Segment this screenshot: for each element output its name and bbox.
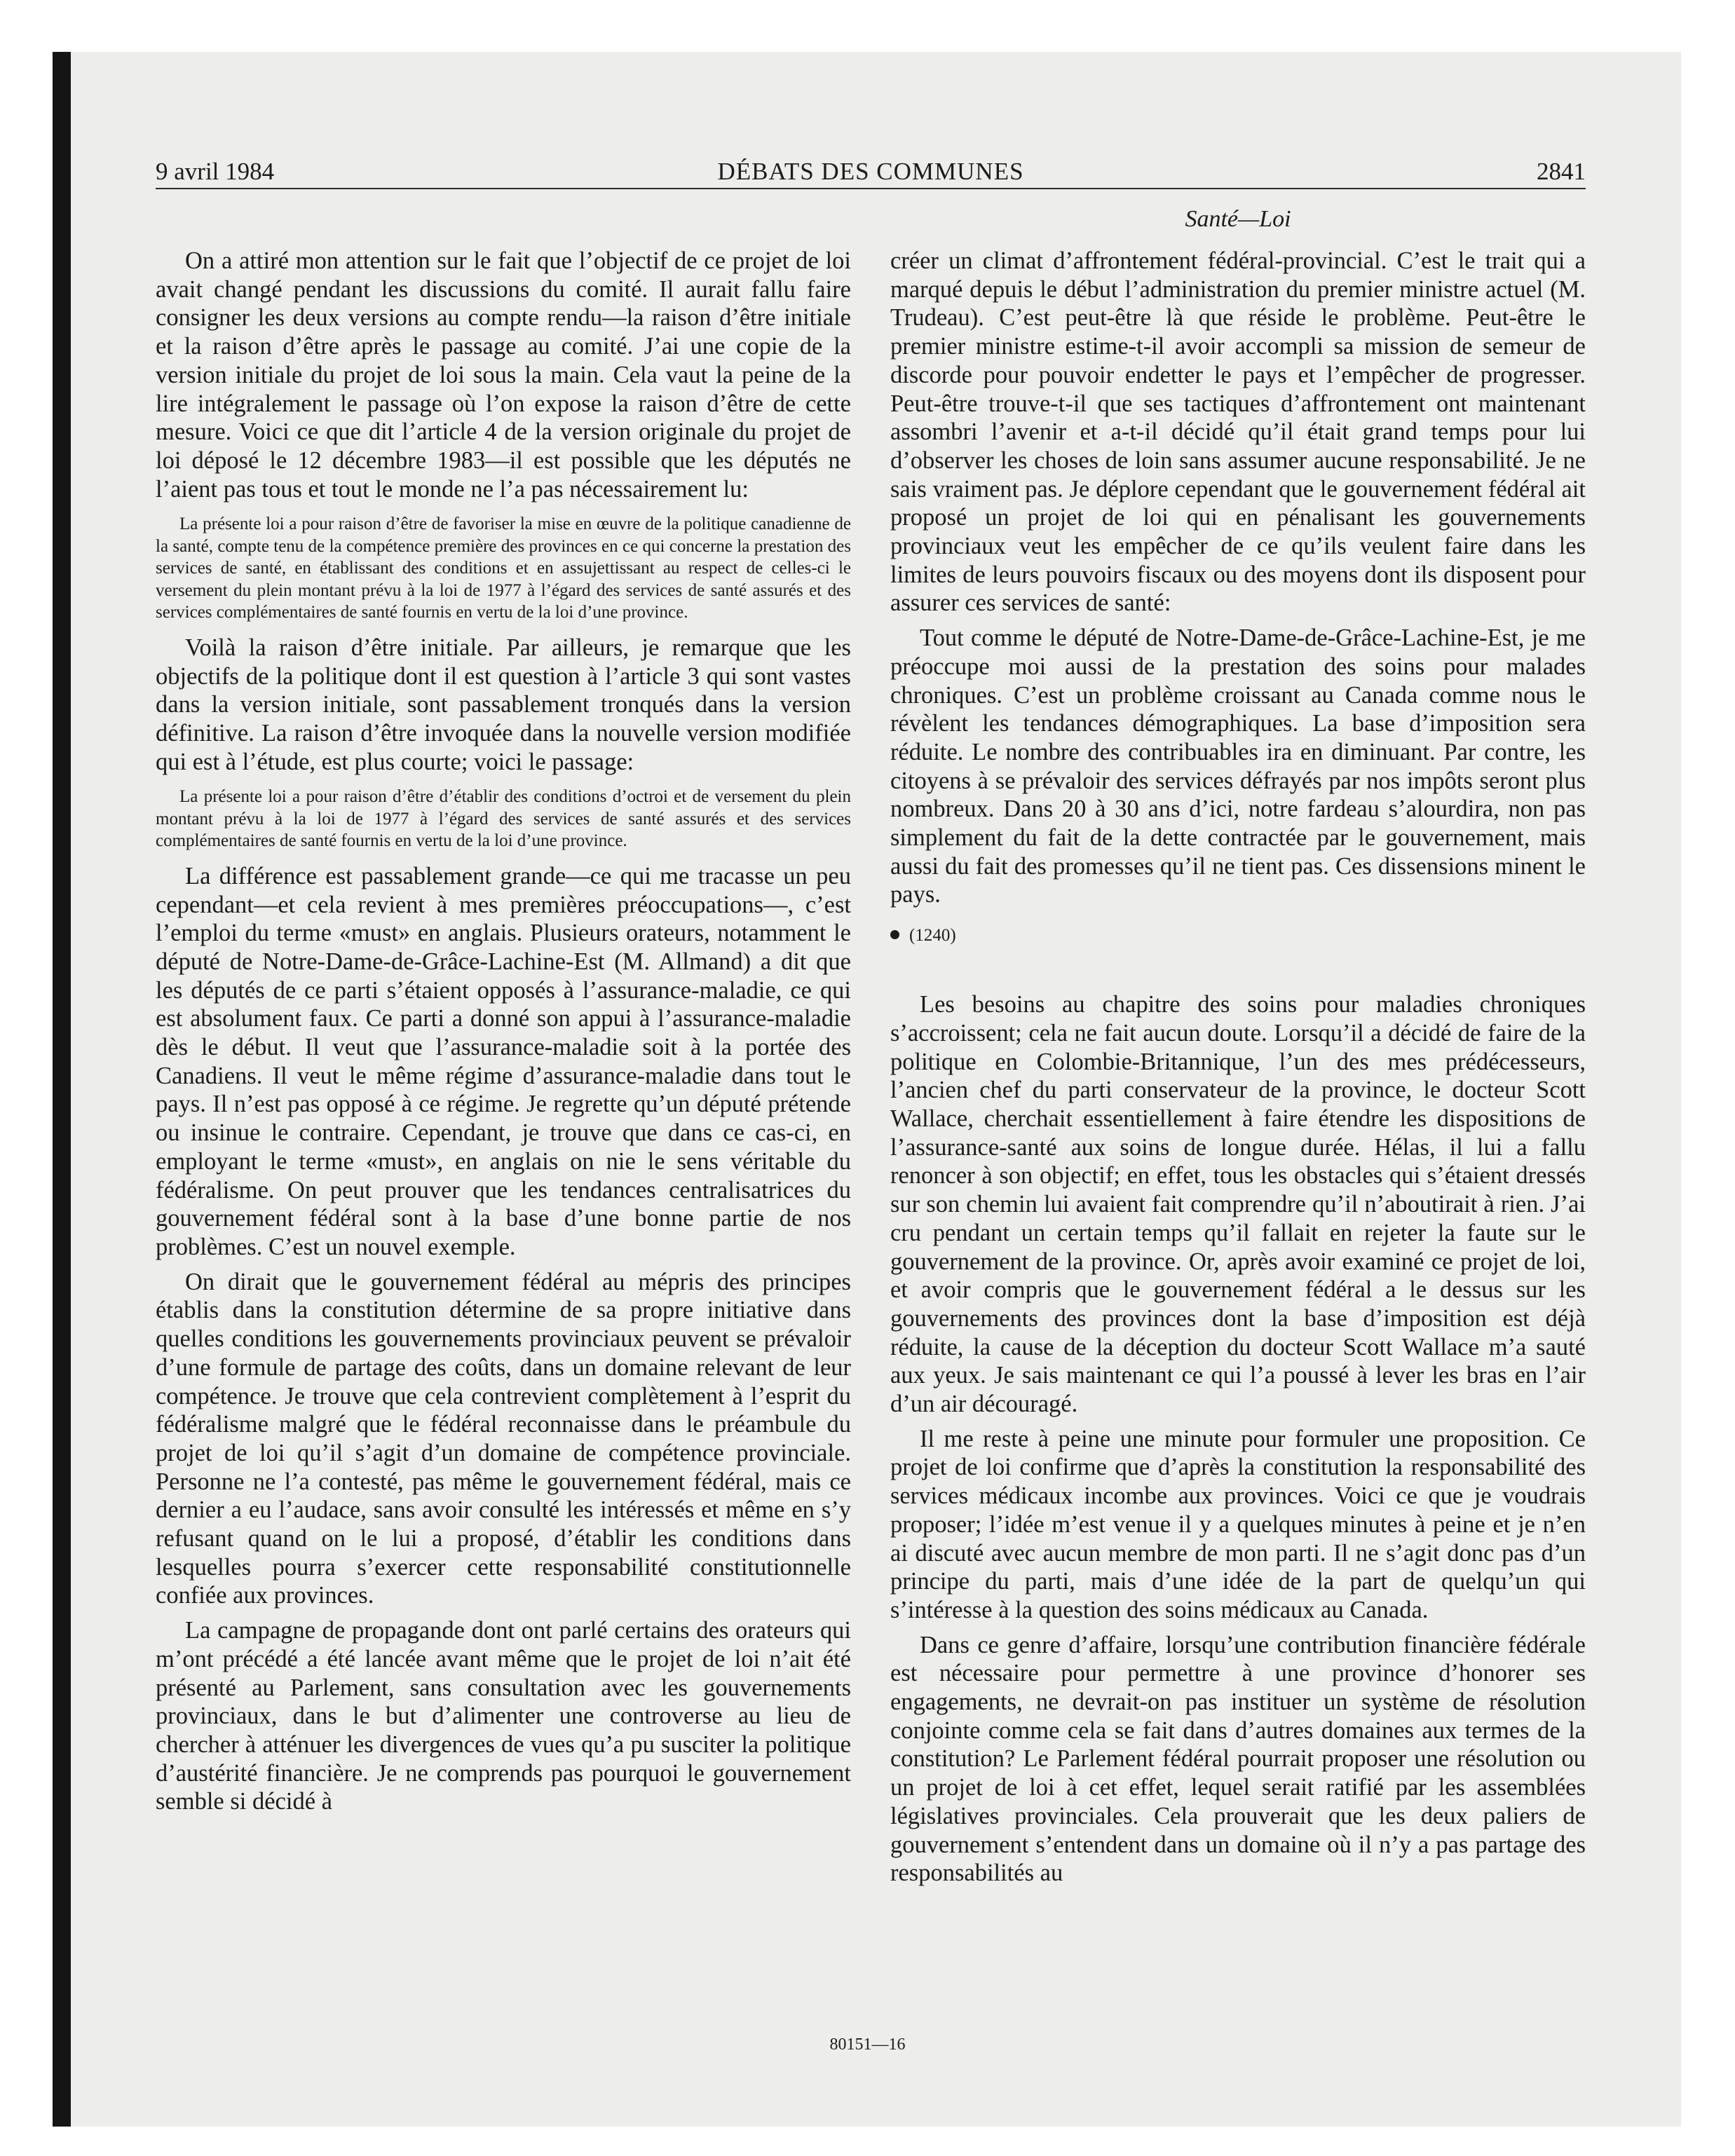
paragraph: La campagne de propagande dont ont parlé certains des orateurs qui m’ont précédé a été lancée avant même que le projet de loi n’ait été présenté au Parlement, sans consultation avec les gouvernements provinciaux, dans le but d’alimenter une controverse au lieu de chercher à atténuer les divergences de vues qu’a pu susciter la politique d’austérité financière. Je ne comprends pas pourquoi le gouvernement semble si décidé à (156, 1617, 851, 1815)
paragraph: créer un climat d’affrontement fédéral-provincial. C’est le trait qui a marqué depuis le début l’administration du premier ministre actuel (M. Trudeau). C’est peut-être là que réside le problème. Peut-être le premier ministre estime-t-il avoir accompli sa mission de semeur de discorde pour pouvoir endetter le pays et l’empêcher de progresser. Peut-être trouve-t-il que ses tactiques d’affrontement ont maintenant assombri l’avenir et a-t-il décidé qu’il était grand temps pour lui d’observer les choses de loin sans assumer aucune responsabilité. Je ne sais vraiment pas. Je déplore cependant que le gouvernement fédéral ait proposé un projet de loi qui en pénalisant les gouvernements provinciaux veut les empêcher de ce qu’ils veulent faire dans les limites de leurs pouvoirs fiscaux ou des moyens dont ils disposent pour assurer ces services de santé: (890, 247, 1586, 617)
header-title: DÉBATS DES COMMUNES (717, 158, 1024, 185)
paragraph: Voilà la raison d’être initiale. Par ailleurs, je remarque que les objectifs de la politique dont il est question à l’article 3 qui sont vastes dans la version initiale, sont passablement tronqués dans la version définitive. La raison d’être invoquée dans la nouvelle version modifiée qui est à l’étude, est plus courte; voici le passage: (156, 634, 851, 775)
paragraph: Dans ce genre d’affaire, lorsqu’une contribution financière fédérale est nécessaire pour permettre à une province d’honorer ses engagements, ne devrait-on pas instituer un système de résolution conjointe comme cela se fait dans d’autres domaines aux termes de la constitution? Le Parlement fédéral pourrait proposer une résolution ou un projet de loi à cet effet, lequel serait ratifié par les assemblées législatives provinciales. Cela prouverait que les deux paliers de gouvernement s’entendent dans un domaine où il n’y a pas partage des responsabilités au (890, 1631, 1586, 1887)
paragraph: Tout comme le député de Notre-Dame-de-Grâce-Lachine-Est, je me préoccupe moi aussi de la prestation des soins pour malades chroniques. C’est un problème croissant au Canada comme nous le révèlent les tendances démographiques. La base d’imposition sera réduite. Le nombre des contribuables ira en diminuant. Par contre, les citoyens à se prévaloir des services défrayés par nos impôts seront plus nombreux. Dans 20 à 30 ans d’ici, notre fardeau s’alourdira, non pas simplement du fait de la dette contractée par le gouvernement, mais aussi du fait des promesses qu’il ne tient pas. Ces dissensions minent le pays. (890, 625, 1586, 908)
paragraph: La différence est passablement grande—ce qui me tracasse un peu cependant—et cela revient à mes premières préoccupations—, c’est l’emploi du terme «must» en anglais. Plusieurs orateurs, notamment le député de Notre-Dame-de-Grâce-Lachine-Est (M. Allmand) a dit que les députés de ce parti s’étaient opposés à l’assurance-maladie, ce qui est absolument faux. Ce parti a donné son appui à l’assurance-maladie dès le début. Il veut que l’assurance-maladie soit à la portée des Canadiens. Il veut le même régime d’assurance-maladie dans tout le pays. Il n’est pas opposé à ce régime. Je regrette qu’un député prétende ou insinue le contraire. Cependant, je trouve que dans ce cas-ci, en employant le terme «must», en anglais on nie le sens véritable du fédéralisme. On peut prouver que les tendances centralisatrices du gouvernement fédéral sont à la base d’une bonne partie de nos problèmes. C’est un nouvel exemple. (156, 862, 851, 1260)
bullet-icon (890, 930, 899, 939)
paragraph: Les besoins au chapitre des soins pour maladies chroniques s’accroissent; cela ne fait aucun doute. Lorsqu’il a décidé de faire de la politique en Colombie-Britannique, l’un des mes prédécesseurs, l’ancien chef du parti conservateur de la province, le docteur Scott Wallace, cherchait essentiellement à faire étendre les dispositions de l’assurance-santé aux soins de longue durée. Hélas, il lui a fallu renoncer à son objectif; en effet, tous les obstacles qui s’étaient dressés sur son chemin lui avaient fait comprendre qu’il n’aboutirait à rien. J’ai cru pendant un certain temps qu’il fallait en rejeter la faute sur le gouvernement de la province. Or, après avoir examiné ce projet de loi, et avoir compris que le gouvernement fédéral a le dessus sur les gouvernements des provinces dont la base d’imposition est déjà réduite, la cause de la déception du docteur Scott Wallace m’a sauté aux yeux. Je sais maintenant ce qui l’a poussé à lever les bras en l’air d’un air découragé. (890, 991, 1586, 1418)
header-date: 9 avril 1984 (156, 158, 275, 185)
quotation: La présente loi a pour raison d’être de favoriser la mise en œuvre de la politique canadienne de la santé, compte tenu de la compétence première des provinces en ce qui concerne la prestation des services de santé, en établissant des conditions et en assujettissant au respect de celles-ci le versement du plein montant prévu à la loi de 1977 à l’égard des services de santé assurés et des services complémentaires de santé fournis en vertu de la loi d’une province. (156, 514, 851, 622)
running-head: Santé—Loi (1185, 206, 1291, 232)
quotation: La présente loi a pour raison d’être d’établir des conditions d’octroi et de versement du plein montant prévu à la loi de 1977 à l’égard des services de santé assurés et des services complémentaires de santé fournis en vertu de la loi d’une province. (156, 787, 851, 851)
paragraph: On dirait que le gouvernement fédéral au mépris des principes établis dans la constitution détermine de sa propre initiative dans quelles conditions les gouvernements provinciaux peuvent se prévaloir d’une formule de partage des coûts, dans un domaine relevant de leur compétence. Je trouve que cela contrevient complètement à l’esprit du fédéralisme malgré que le fédéral reconnaisse dans le préambule du projet de loi qu’il s’agit d’un domaine de compétence provinciale. Personne ne l’a contesté, pas même le gouvernement fédéral, mais ce dernier a eu l’audace, sans avoir consulté les intéressés et même en s’y refusant quand on le lui a proposé, d’établir les conditions dans lesquelles pourra s’exercer cette responsabilité constitutionnelle confiée aux provinces. (156, 1268, 851, 1609)
header-rule (156, 188, 1586, 189)
paragraph: Il me reste à peine une minute pour formuler une proposition. Ce projet de loi confirme que d’après la constitution la responsabilité des services médicaux incombe aux provinces. Voici ce que je voudrais proposer; l’idée m’est venue il y a quelques minutes à peine et je n’en ai discuté avec aucun membre de mon parti. Il ne s’agit donc pas d’un principe du parti, mais d’une idée de la part de quelqu’un qui s’intéresse à la question des soins médicaux au Canada. (890, 1425, 1586, 1623)
page-footer: 80151—16 (829, 2035, 906, 2054)
paragraph: On a attiré mon attention sur le fait que l’objectif de ce projet de loi avait changé pendant les discussions du comité. Il aurait fallu faire consigner les deux versions au compte rendu—la raison d’être initiale et la raison d’être après le passage au comité. J’ai une copie de la version initiale du projet de loi sous la main. Cela vaut la peine de la lire intégralement le passage où l’on expose la raison d’être de cette mesure. Voici ce que dit l’article 4 de la version originale du projet de loi déposé le 12 décembre 1983—il est possible que les députés ne l’aient pas tous et tout le monde ne l’a pas nécessairement lu: (156, 247, 851, 503)
header-page-number: 2841 (1537, 158, 1586, 185)
time-marker (890, 922, 1586, 950)
left-column (156, 247, 851, 1816)
right-column (890, 247, 1586, 1888)
page-header (156, 154, 1586, 189)
time-marker-label: (1240) (909, 926, 956, 946)
